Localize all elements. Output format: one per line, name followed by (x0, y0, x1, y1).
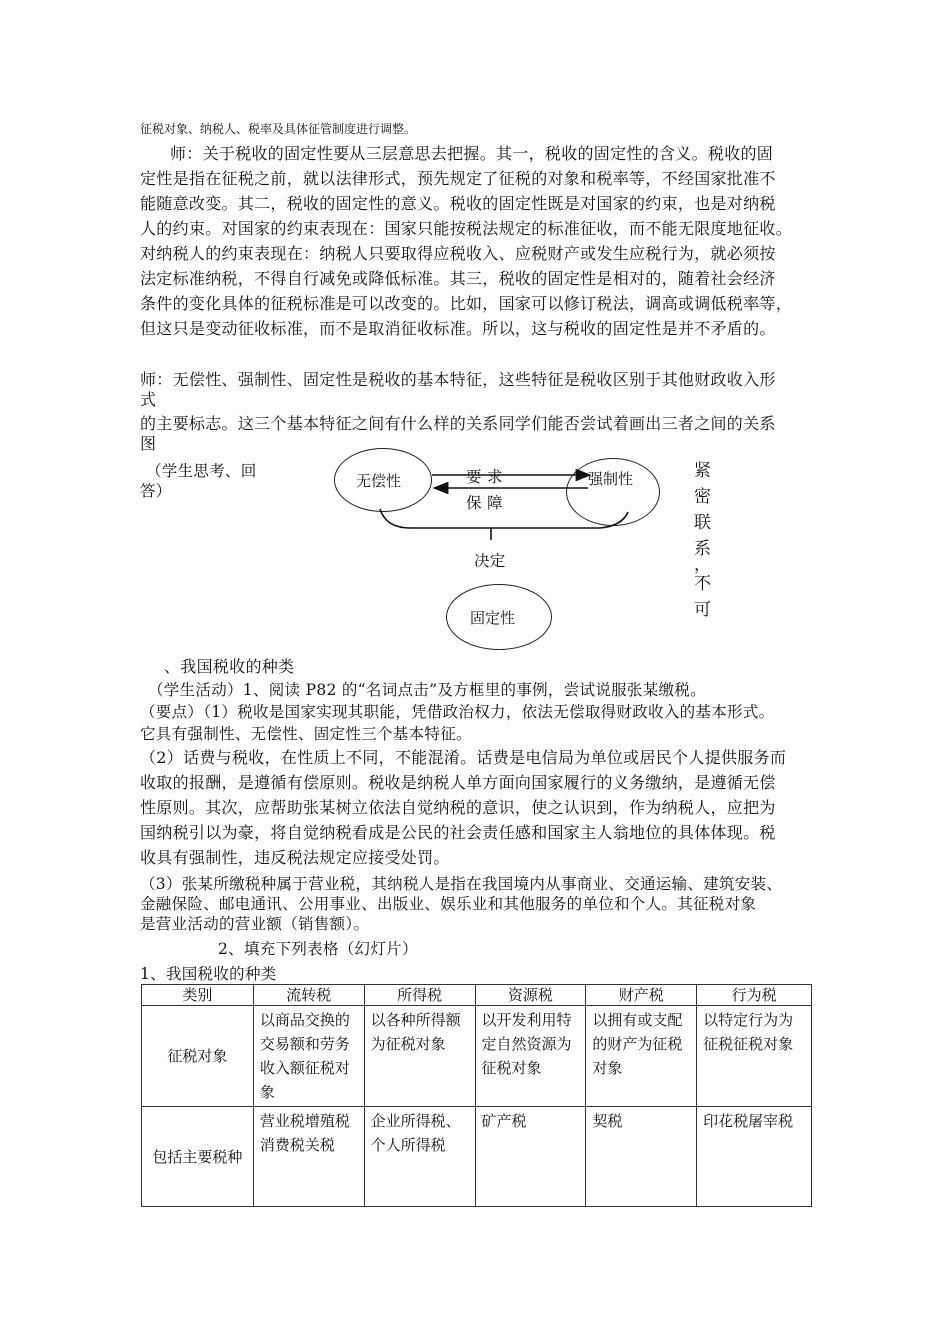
paragraph-line: 定性是指在征税之前，就以法律形式，预先规定了征税的对象和税率等，不经国家批准不 (140, 169, 776, 188)
student-note: （学生思考、回 (146, 462, 257, 480)
paragraph-line: 条件的变化具体的征税标准是可以改变的。比如，国家可以修订税法，调高或调低税率等， (140, 294, 793, 313)
paragraph-line: 金融保险、邮电通讯、公用事业、出版业、娱乐业和其他服务的单位和个人。其征税对象 (140, 895, 757, 913)
table-header-cell: 所得税 (364, 985, 475, 1006)
arrow-label-guarantee: 保 障 (466, 494, 503, 512)
table-row (142, 1006, 812, 1107)
paragraph-line: 师：无偿性、强制性、固定性是税收的基本特征，这些特征是税收区别于其他财政收入形 (140, 370, 776, 389)
table-cell: 企业所得税、个人所得税 (364, 1107, 475, 1207)
table-header-cell: 财产税 (586, 985, 697, 1006)
side-text-char: 联 (694, 513, 711, 533)
table-cell: 以各种所得额为征税对象 (364, 1006, 475, 1107)
table-header-cell: 流转税 (253, 985, 364, 1006)
side-text-char: 可 (694, 600, 711, 620)
paragraph-line: 是营业活动的营业额（销售额）。 (140, 915, 370, 933)
paragraph-line: 国纳税引以为豪，将自觉纳税看成是公民的社会责任感和国家主人翁地位的具体体现。税 (140, 823, 776, 842)
tax-types-table (141, 984, 812, 1207)
paragraph-line: 的主要标志。这三个基本特征之间有什么样的关系同学们能否尝试着画出三者之间的关系 (140, 414, 776, 433)
node-compulsory-label: 强制性 (588, 470, 634, 488)
paragraph-line: 师：关于税收的固定性要从三层意思去把握。其一，税收的固定性的含义。税收的固 (170, 144, 774, 163)
arrow-label-require: 要 求 (466, 468, 503, 486)
decide-label: 决定 (474, 552, 506, 570)
paragraph-line: 对纳税人的约束表现在：纳税人只要取得应税收入、应税财产或发生应税行为，就必须按 (140, 244, 776, 263)
bracket-curve (380, 509, 628, 528)
node-free-label: 无偿性 (356, 472, 402, 490)
node-fixed-label: 固定性 (470, 609, 516, 627)
paragraph-line: 图 (140, 434, 157, 453)
side-text-char: ， (694, 555, 711, 575)
table-header-row (142, 985, 812, 1006)
table-row-label: 征税对象 (142, 1006, 254, 1107)
section-heading: 、我国税收的种类 (164, 657, 295, 676)
paragraph-line: 法定标准纳税，不得自行减免或降低标准。其三，税收的固定性是相对的，随着社会经济 (140, 269, 776, 288)
paragraph-line: 它具有强制性、无偿性、固定性三个基本特征。 (140, 725, 472, 743)
paragraph-line: 性原则。其次，应帮助张某树立依法自觉纳税的意识，使之认识到，作为纳税人，应把为 (140, 798, 776, 817)
student-note: 答） (140, 482, 172, 500)
activity-line: （学生活动）1、阅读 P82 的“名词点击”及方框里的事例，尝试说服张某缴税。 (148, 681, 706, 699)
table-header-cell: 资源税 (475, 985, 586, 1006)
table-cell: 以商品交换的交易额和劳务收入额征税对象 (253, 1006, 364, 1107)
table-cell: 印花税屠宰税 (697, 1107, 812, 1207)
table-cell: 契税 (586, 1107, 697, 1207)
paragraph-line: 能随意改变。其二，税收的固定性的意义。税收的固定性既是对国家的约束，也是对纳税 (140, 194, 776, 213)
paragraph-line: 人的约束。对国家的约束表现在：国家只能按税法规定的标准征收，而不能无限度地征收。 (140, 219, 793, 238)
paragraph-line: 收具有强制性，违反税法规定应接受处罚。 (140, 848, 450, 867)
side-text-char: 紧 (694, 461, 711, 481)
table-header-cell: 行为税 (697, 985, 812, 1006)
side-text-char: 不 (694, 574, 711, 594)
paragraph-line: （要点）（1）税收是国家实现其职能，凭借政治权力，依法无偿取得财政收入的基本形式。 (140, 703, 775, 721)
table-row (142, 1107, 812, 1207)
side-text-char: 密 (694, 487, 711, 507)
intro-line: 征税对象、纳税人、税率及具体征管制度进行调整。 (140, 122, 417, 136)
paragraph-line: 式 (140, 390, 157, 409)
table-cell: 以拥有或支配的财产为征税对象 (586, 1006, 697, 1107)
table-row-label: 包括主要税种 (142, 1107, 254, 1207)
paragraph-line: （3）张某所缴税种属于营业税，其纳税人是指在我国境内从事商业、交通运输、建筑安装、 (140, 875, 783, 893)
side-text-char: 系 (694, 539, 711, 559)
table-cell: 以开发利用特定自然资源为征税对象 (475, 1006, 586, 1107)
paragraph-line: （2）话费与税收，在性质上不同，不能混淆。话费是电信局为单位或居民个人提供服务而 (140, 748, 787, 767)
table-cell: 以特定行为为征税征税对象 (697, 1006, 812, 1107)
table-header-cell: 类别 (142, 985, 254, 1006)
table-title: 1、我国税收的种类 (140, 965, 277, 983)
paragraph-line: 但这只是变动征收标准，而不是取消征收标准。所以，这与税收的固定性是并不矛盾的。 (140, 319, 776, 338)
table-cell: 营业税增殖税消费税关税 (253, 1107, 364, 1207)
paragraph-line: 收取的报酬，是遵循有偿原则。税收是纳税人单方面向国家履行的义务缴纳，是遵循无偿 (140, 773, 776, 792)
fill-table-instruction: 2、填充下列表格（幻灯片） (218, 940, 418, 958)
table-cell: 矿产税 (475, 1107, 586, 1207)
